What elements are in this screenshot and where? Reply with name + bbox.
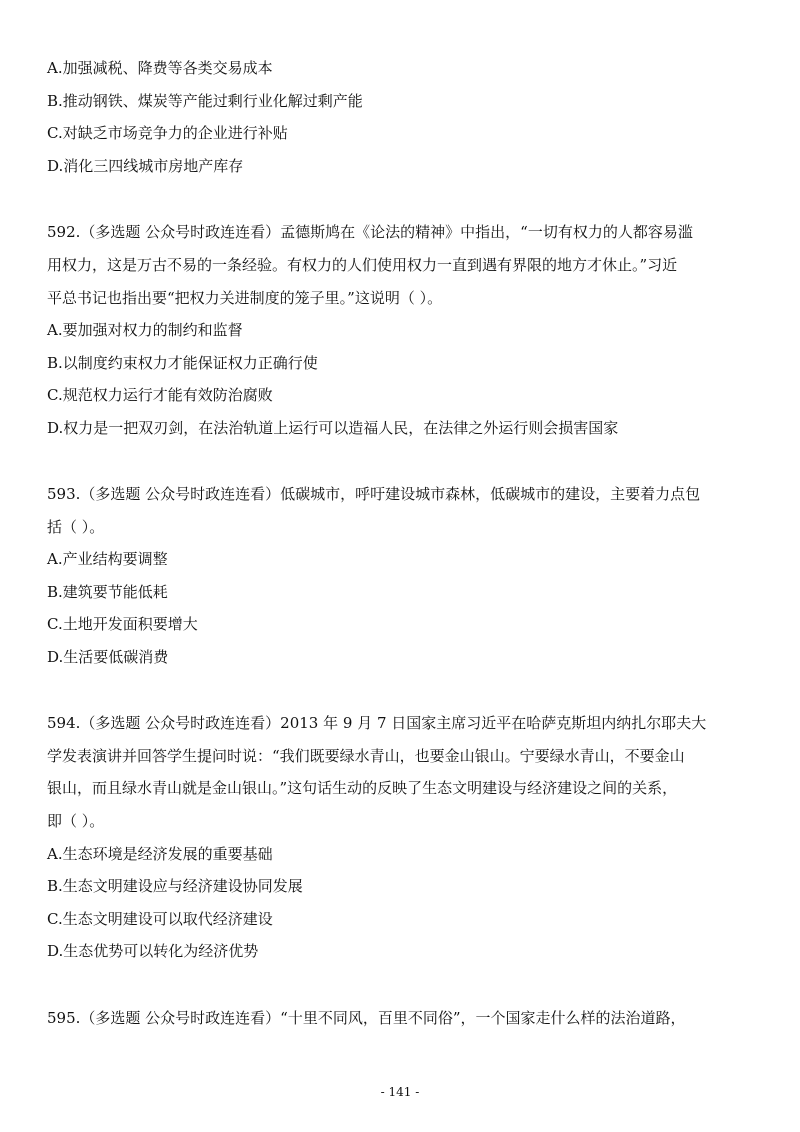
q595-text-line-1: 595.（多选题 公众号时政连连看）“十里不同风，百里不同俗”，一个国家走什么样的法治道路， bbox=[47, 1009, 686, 1027]
prev-option-b: B.推动钢铁、煤炭等产能过剩行业化解过剩产能 bbox=[47, 92, 363, 110]
q592-text-line-2: 用权力，这是万古不易的一条经验。有权力的人们使用权力一直到遇有界限的地方才休止。”习近 bbox=[47, 256, 678, 274]
q594-option-b: B.生态文明建设应与经济建设协同发展 bbox=[47, 877, 303, 895]
q594-text-line-3: 银山，而且绿水青山就是金山银山。”这句话生动的反映了生态文明建设与经济建设之间的关系， bbox=[47, 779, 678, 797]
q592-option-d: D.权力是一把双刃剑，在法治轨道上运行可以造福人民，在法律之外运行则会损害国家 bbox=[47, 419, 619, 437]
q593-text-line-1: 593.（多选题 公众号时政连连看）低碳城市，呼吁建设城市森林，低碳城市的建设，主要着力点包 bbox=[47, 485, 701, 503]
q594-option-d: D.生态优势可以转化为经济优势 bbox=[47, 942, 259, 960]
q592-option-b: B.以制度约束权力才能保证权力正确行使 bbox=[47, 354, 318, 372]
q594-text-line-1: 594.（多选题 公众号时政连连看）2013 年 9 月 7 日国家主席习近平在哈萨克斯坦内纳扎尔耶夫大 bbox=[47, 714, 707, 732]
q593-option-d: D.生活要低碳消费 bbox=[47, 648, 169, 666]
q593-text-line-2: 括（ ）。 bbox=[47, 518, 105, 536]
q594-text-line-2: 学发表演讲并回答学生提问时说：“我们既要绿水青山，也要金山银山。宁要绿水青山，不要金山 bbox=[47, 747, 685, 765]
page-number: - 141 - bbox=[380, 1085, 420, 1099]
prev-option-c: C.对缺乏市场竞争力的企业进行补贴 bbox=[47, 124, 288, 142]
q592-text-line-1: 592.（多选题 公众号时政连连看）孟德斯鸠在《论法的精神》中指出，“一切有权力的人都容易滥 bbox=[47, 223, 693, 241]
prev-option-d: D.消化三四线城市房地产库存 bbox=[47, 157, 244, 175]
q593-option-a: A.产业结构要调整 bbox=[47, 550, 168, 568]
q594-option-c: C.生态文明建设可以取代经济建设 bbox=[47, 910, 273, 928]
q592-text-line-3: 平总书记也指出要“把权力关进制度的笼子里。”这说明（ ）。 bbox=[47, 289, 443, 307]
q593-option-b: B.建筑要节能低耗 bbox=[47, 583, 168, 601]
q593-option-c: C.土地开发面积要增大 bbox=[47, 615, 198, 633]
q594-text-line-4: 即（ ）。 bbox=[47, 812, 105, 830]
prev-option-a: A.加强减税、降费等各类交易成本 bbox=[47, 59, 273, 77]
q592-option-a: A.要加强对权力的制约和监督 bbox=[47, 321, 243, 339]
q592-option-c: C.规范权力运行才能有效防治腐败 bbox=[47, 386, 273, 404]
q594-option-a: A.生态环境是经济发展的重要基础 bbox=[47, 845, 273, 863]
